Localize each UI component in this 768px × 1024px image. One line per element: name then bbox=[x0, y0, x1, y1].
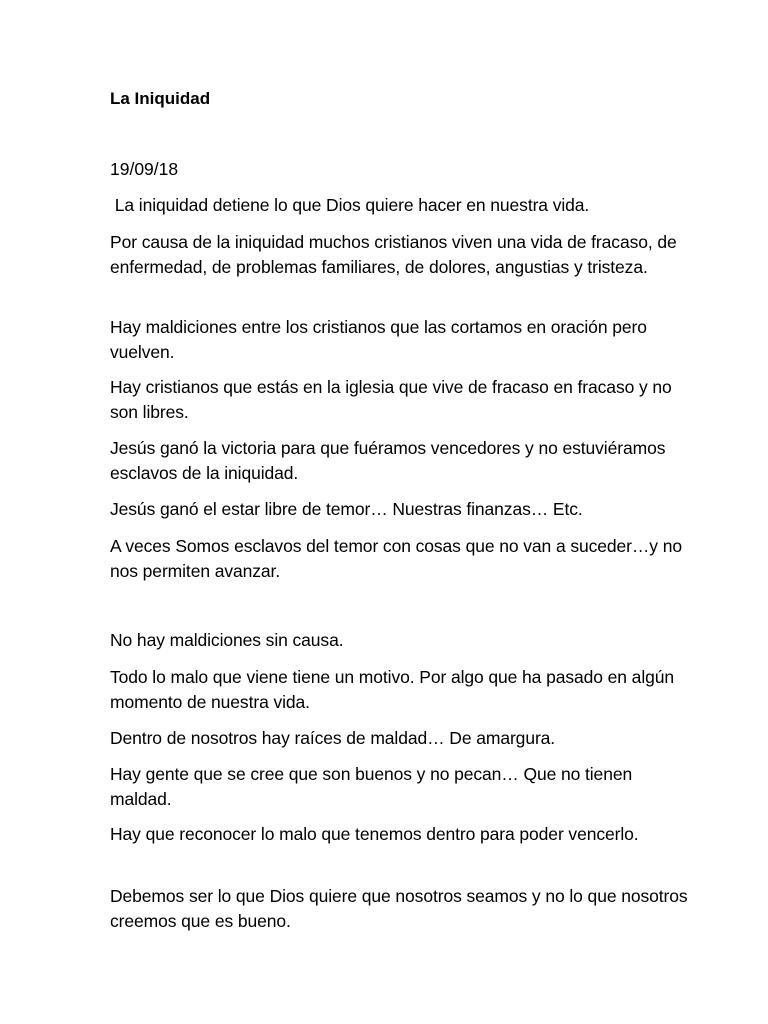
paragraph: Jesús ganó la victoria para que fuéramos vencedores y no estuviéramos esclavos de la iniquidad. bbox=[110, 438, 666, 483]
paragraph: Hay que reconocer lo malo que tenemos dentro para poder vencerlo. bbox=[110, 824, 639, 844]
paragraph: No hay maldiciones sin causa. bbox=[110, 630, 344, 650]
paragraph: La iniquidad detiene lo que Dios quiere hacer en nuestra vida. bbox=[110, 195, 590, 215]
paragraph: A veces Somos esclavos del temor con cosas que no van a suceder…y no nos permiten avanzar. bbox=[110, 536, 682, 581]
document-title: La Iniquidad bbox=[110, 89, 211, 108]
paragraph: Debemos ser lo que Dios quiere que nosotros seamos y no lo que nosotros creemos que es bueno. bbox=[110, 886, 688, 931]
paragraph: Dentro de nosotros hay raíces de maldad… De amargura. bbox=[110, 728, 556, 748]
paragraph: Jesús ganó el estar libre de temor… Nuestras finanzas… Etc. bbox=[110, 499, 583, 519]
paragraph: Hay maldiciones entre los cristianos que las cortamos en oración pero vuelven. bbox=[110, 317, 647, 362]
paragraph: Hay cristianos que estás en la iglesia que vive de fracaso en fracaso y no son libres. bbox=[110, 377, 672, 422]
document-date: 19/09/18 bbox=[110, 159, 179, 179]
paragraph: Por causa de la iniquidad muchos cristianos viven una vida de fracaso, de enfermedad, de problemas familiares, de dolores, angustias y tristeza. bbox=[110, 232, 677, 277]
paragraph: Todo lo malo que viene tiene un motivo. Por algo que ha pasado en algún momento de nuestra vida. bbox=[110, 667, 675, 712]
paragraph: Hay gente que se cree que son buenos y no pecan… Que no tienen maldad. bbox=[110, 764, 633, 809]
